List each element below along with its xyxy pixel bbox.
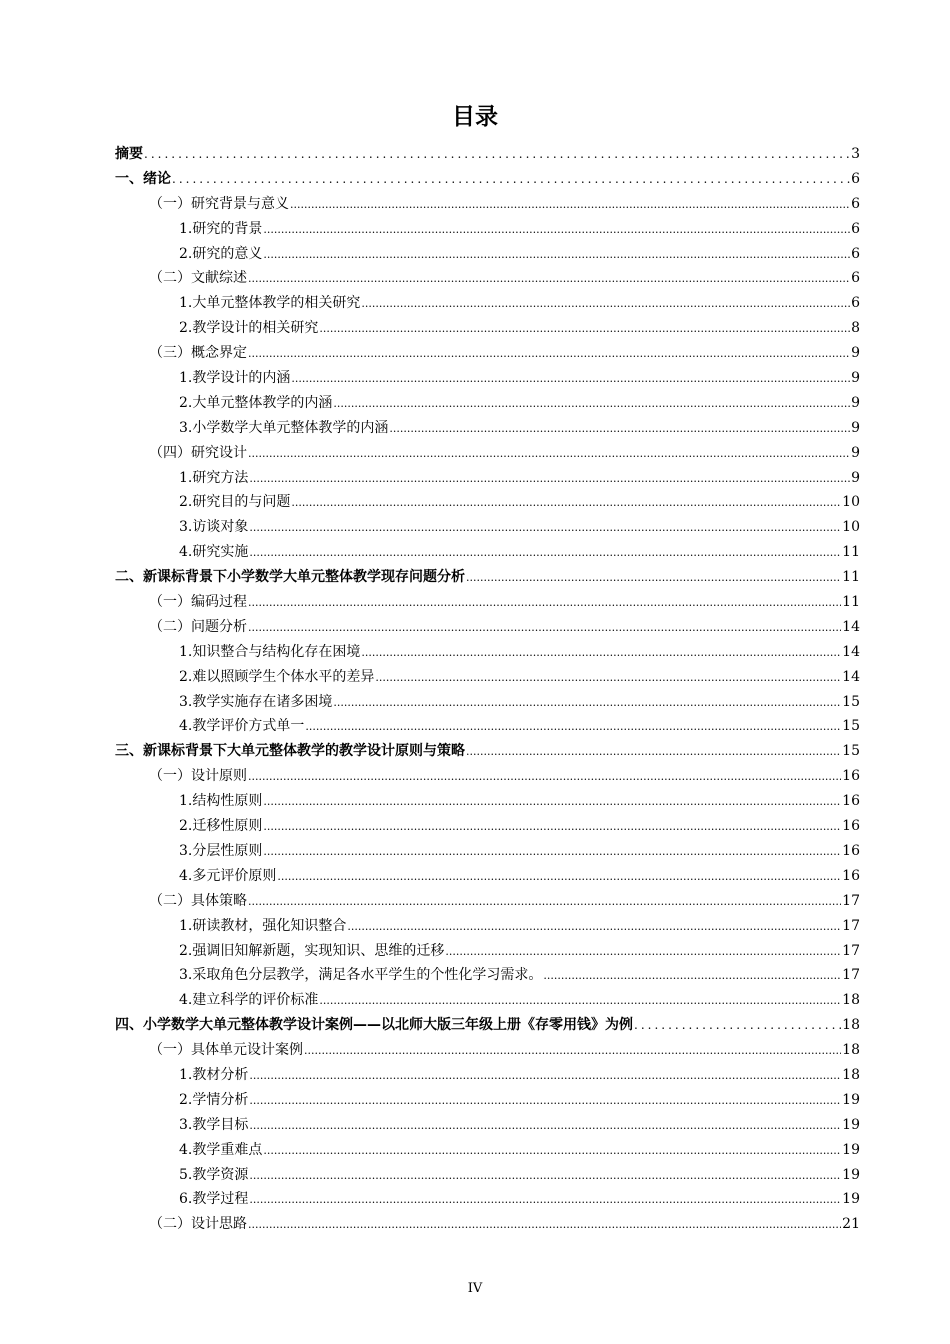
toc-entry-page: 9: [851, 469, 860, 486]
toc-entry[interactable]: [115, 590, 860, 615]
toc-entry-label: 2.研究目的与问题: [179, 494, 291, 511]
toc-entry-label: 1.结构性原则: [179, 793, 263, 810]
toc-entry-page: 10: [842, 519, 860, 536]
dot-leader: [290, 193, 850, 217]
toc-entry-page: 11: [842, 569, 860, 586]
dot-leader: [333, 392, 850, 416]
toc-entry-page: 6: [851, 270, 860, 287]
toc-entry[interactable]: [115, 142, 860, 167]
toc-entry-page: 17: [842, 892, 860, 909]
toc-entry-label: （二）设计思路: [149, 1216, 247, 1233]
toc-entry-page: 6: [851, 220, 860, 237]
toc-entry[interactable]: [115, 1038, 860, 1063]
toc-entry-page: 9: [851, 419, 860, 436]
dot-leader: [319, 317, 850, 341]
toc-entry-label: 5.教学资源: [179, 1166, 249, 1183]
dot-leader: [249, 1164, 841, 1188]
dot-leader: [249, 467, 850, 491]
dot-leader: [248, 890, 841, 914]
dot-leader: [466, 740, 841, 764]
toc-entry-label: 1.研究的背景: [179, 220, 263, 237]
dot-leader: [291, 491, 841, 515]
dot-leader: [248, 267, 850, 291]
dot-leader: [263, 790, 841, 814]
toc-entry[interactable]: [115, 441, 860, 466]
dot-leader: [634, 1013, 841, 1038]
toc-entry[interactable]: [115, 714, 860, 739]
toc-entry[interactable]: [115, 864, 860, 889]
dot-leader: [249, 516, 841, 540]
dot-leader: [304, 1039, 841, 1063]
toc-entry-page: 14: [842, 668, 860, 685]
dot-leader: [375, 666, 841, 690]
toc-entry-page: 9: [851, 370, 860, 387]
toc-entry-label: 2.大单元整体教学的内涵: [179, 394, 333, 411]
toc-entry-label: 摘要: [115, 146, 143, 162]
dot-leader: [263, 243, 850, 267]
toc-entry[interactable]: [115, 540, 860, 565]
toc-entry[interactable]: [115, 764, 860, 789]
toc-entry-label: 1.教材分析: [179, 1066, 249, 1083]
toc-entry-label: 1.教学设计的内涵: [179, 370, 291, 387]
toc-entry-page: 15: [842, 693, 860, 710]
dot-leader: [248, 591, 841, 615]
dot-leader: [445, 940, 841, 964]
dot-leader: [361, 292, 850, 316]
toc-entry-page: 16: [842, 842, 860, 859]
toc-entry-page: 19: [842, 1116, 860, 1133]
toc-entry-label: 2.难以照顾学生个体水平的差异: [179, 668, 375, 685]
toc-entry[interactable]: [115, 914, 860, 939]
toc-entry-page: 6: [851, 295, 860, 312]
toc-entry[interactable]: [115, 242, 860, 267]
toc-entry-label: 2.学情分析: [179, 1091, 249, 1108]
toc-entry-page: 11: [842, 544, 860, 561]
toc-entry-label: 二、新课标背景下小学数学大单元整体教学现存问题分析: [115, 569, 465, 586]
toc-entry[interactable]: [115, 341, 860, 366]
toc-entry[interactable]: [115, 939, 860, 964]
toc-entry-page: 9: [851, 394, 860, 411]
toc-entry[interactable]: [115, 839, 860, 864]
toc-entry[interactable]: [115, 490, 860, 515]
toc-entry-label: 4.教学重难点: [179, 1141, 263, 1158]
toc-entry-page: 15: [842, 718, 860, 735]
toc-entry-page: 19: [842, 1141, 860, 1158]
dot-leader: [248, 616, 841, 640]
table-of-contents: [115, 142, 860, 1237]
toc-entry[interactable]: [115, 167, 860, 192]
toc-entry-page: 17: [842, 942, 860, 959]
toc-entry-label: （四）研究设计: [149, 444, 247, 461]
dot-leader: [249, 541, 841, 565]
toc-entry[interactable]: [115, 814, 860, 839]
toc-entry-page: 17: [842, 917, 860, 934]
toc-entry[interactable]: [115, 515, 860, 540]
toc-entry-label: 3.教学实施存在诸多困境: [179, 693, 333, 710]
dot-leader: [466, 566, 841, 590]
dot-leader: [305, 715, 841, 739]
toc-entry-label: （二）文献综述: [149, 270, 247, 287]
toc-entry-page: 16: [842, 818, 860, 835]
toc-entry-label: 2.研究的意义: [179, 245, 263, 262]
toc-entry-label: 4.多元评价原则: [179, 867, 277, 884]
toc-entry[interactable]: [115, 1187, 860, 1212]
toc-entry-label: 1.大单元整体教学的相关研究: [179, 295, 361, 312]
toc-entry-page: 16: [842, 768, 860, 785]
dot-leader: [248, 342, 850, 366]
toc-entry-label: 4.教学评价方式单一: [179, 718, 305, 735]
toc-entry[interactable]: [115, 1063, 860, 1088]
toc-entry[interactable]: [115, 366, 860, 391]
toc-entry[interactable]: [115, 1212, 860, 1237]
toc-entry-page: 18: [842, 1066, 860, 1083]
toc-entry-page: 21: [842, 1216, 860, 1233]
toc-entry-label: 3.访谈对象: [179, 519, 249, 536]
page-number-footer: IV: [467, 1281, 483, 1296]
toc-entry-page: 19: [842, 1191, 860, 1208]
toc-entry[interactable]: [115, 665, 860, 690]
toc-entry-page: 6: [851, 195, 860, 212]
toc-entry-page: 6: [851, 245, 860, 262]
toc-entry[interactable]: [115, 466, 860, 491]
toc-entry[interactable]: [115, 217, 860, 242]
toc-entry-page: 18: [842, 1042, 860, 1059]
toc-entry-page: 14: [842, 618, 860, 635]
toc-entry-label: （二）问题分析: [149, 618, 247, 635]
toc-entry-label: （二）具体策略: [149, 892, 247, 909]
toc-entry[interactable]: [115, 789, 860, 814]
page-title: 目录: [452, 104, 498, 130]
toc-entry[interactable]: [115, 988, 860, 1013]
toc-entry[interactable]: [115, 963, 860, 988]
dot-leader: [172, 167, 850, 192]
toc-entry-page: 9: [851, 444, 860, 461]
dot-leader: [249, 1089, 841, 1113]
dot-leader: [249, 1188, 841, 1212]
toc-entry-label: 一、绪论: [115, 170, 171, 187]
toc-entry-label: 2.迁移性原则: [179, 818, 263, 835]
toc-entry[interactable]: [115, 690, 860, 715]
toc-entry[interactable]: [115, 192, 860, 217]
toc-entry[interactable]: [115, 640, 860, 665]
toc-entry-label: 3.小学数学大单元整体教学的内涵: [179, 419, 389, 436]
toc-entry[interactable]: [115, 565, 860, 590]
toc-entry-page: 15: [842, 743, 860, 760]
toc-entry-label: （一）具体单元设计案例: [149, 1042, 303, 1059]
toc-entry[interactable]: [115, 1163, 860, 1188]
toc-entry-page: 11: [842, 594, 860, 611]
toc-entry[interactable]: [115, 1013, 860, 1038]
toc-entry[interactable]: [115, 266, 860, 291]
toc-entry-page: 17: [842, 967, 860, 984]
dot-leader: [144, 142, 850, 167]
dot-leader: [263, 815, 841, 839]
dot-leader: [277, 865, 841, 889]
dot-leader: [319, 989, 841, 1013]
toc-entry-page: 9: [851, 345, 860, 362]
toc-entry-page: 14: [842, 643, 860, 660]
toc-entry-label: 3.采取角色分层教学，满足各水平学生的个性化学习需求。: [179, 967, 543, 984]
toc-entry-page: 19: [842, 1166, 860, 1183]
toc-entry-label: 2.教学设计的相关研究: [179, 320, 319, 337]
toc-entry-label: 1.知识整合与结构化存在困境: [179, 643, 361, 660]
toc-entry-page: 19: [842, 1091, 860, 1108]
dot-leader: [249, 1064, 841, 1088]
toc-entry[interactable]: [115, 1138, 860, 1163]
dot-leader: [263, 1139, 841, 1163]
dot-leader: [263, 218, 850, 242]
toc-entry-label: 1.研究方法: [179, 469, 249, 486]
toc-entry-page: 3: [851, 146, 860, 162]
toc-entry-label: 3.分层性原则: [179, 842, 263, 859]
toc-entry[interactable]: [115, 291, 860, 316]
toc-entry-page: 8: [851, 320, 860, 337]
toc-entry-label: 1.研读教材，强化知识整合: [179, 917, 347, 934]
toc-entry[interactable]: [115, 889, 860, 914]
toc-entry-page: 18: [842, 1017, 860, 1034]
toc-entry-label: 3.教学目标: [179, 1116, 249, 1133]
toc-entry-label: （三）概念界定: [149, 345, 247, 362]
toc-entry-page: 10: [842, 494, 860, 511]
toc-entry-label: （一）研究背景与意义: [149, 195, 289, 212]
dot-leader: [263, 840, 841, 864]
toc-entry[interactable]: [115, 615, 860, 640]
toc-entry-label: 4.研究实施: [179, 544, 249, 561]
toc-entry-label: 四、小学数学大单元整体教学设计案例——以北师大版三年级上册《存零用钱》为例: [115, 1017, 633, 1034]
dot-leader: [248, 765, 841, 789]
dot-leader: [389, 417, 850, 441]
dot-leader: [249, 1114, 841, 1138]
toc-entry[interactable]: [115, 391, 860, 416]
toc-entry[interactable]: [115, 416, 860, 441]
toc-entry-label: 6.教学过程: [179, 1191, 249, 1208]
toc-entry-label: （一）编码过程: [149, 594, 247, 611]
toc-entry[interactable]: [115, 1113, 860, 1138]
dot-leader: [347, 915, 841, 939]
toc-entry-label: 4.建立科学的评价标准: [179, 992, 319, 1009]
toc-entry-page: 16: [842, 867, 860, 884]
dot-leader: [333, 691, 841, 715]
dot-leader: [248, 1213, 841, 1237]
toc-entry[interactable]: [115, 1088, 860, 1113]
toc-entry[interactable]: [115, 739, 860, 764]
dot-leader: [291, 367, 850, 391]
dot-leader: [248, 442, 850, 466]
toc-entry-page: 16: [842, 793, 860, 810]
toc-entry-page: 6: [851, 170, 860, 187]
toc-entry-label: 三、新课标背景下大单元整体教学的教学设计原则与策略: [115, 743, 465, 760]
toc-entry-page: 18: [842, 992, 860, 1009]
dot-leader: [361, 641, 841, 665]
toc-entry-label: （一）设计原则: [149, 768, 247, 785]
toc-entry-label: 2.强调旧知解新题，实现知识、思维的迁移: [179, 942, 445, 959]
toc-entry[interactable]: [115, 316, 860, 341]
dot-leader: [543, 964, 841, 988]
